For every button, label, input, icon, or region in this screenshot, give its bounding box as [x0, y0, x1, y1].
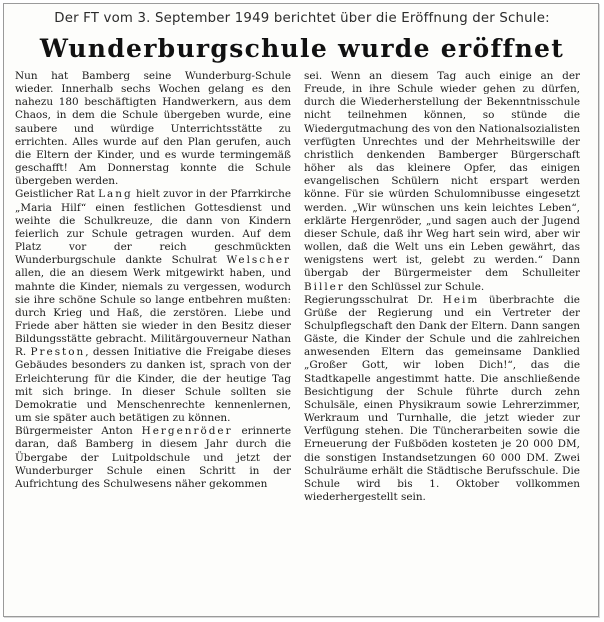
text-run: sei. Wenn an diesem Tag auch einige an der Freude, in ihre Schule wieder gehen zu dürfen, durch die Wiederherstellung der Bekenntnisschule nicht teilnehmen können, so stünde die Wiedergutmachung des von den Nationalsozialisten verfügten Unrechtes und der Mehrheitswille der christlich denkenden Bamberger Bürgerschaft höher als das kleinere Opfer, das einigen evangelischen Schülern nicht erspart werden könne. Für sie würden Schulomnibusse eingesetzt werden. „Wir wünschen uns kein leichtes Leben“, erklärte Hergenröder, „und sagen auch der Jugend dieser Schule, daß ihr Weg hart sein wird, aber wir wollen, daß die Welt uns ein Leben gewährt, das wenigstens wert ist, gelebt zu werden.“ Dann übergab der Bürgermeister dem Schulleiter: [304, 70, 580, 280]
name-biller: Biller: [304, 280, 345, 293]
name-welscher: Welscher: [226, 254, 291, 267]
name-heim: Heim: [442, 293, 480, 306]
article-column-left: [15, 70, 291, 491]
paragraph: Nun hat Bamberg seine Wunderburg-Schule wieder. Innerhalb sechs Wochen gelang es den nahezu 180 beschäftigten Handwerkern, aus dem Chaos, in dem die Schule übergeben wurde, eine saubere und würdige Unterrichtsstätte zu errichten. Alles wurde auf den Plan gerufen, auch die Eltern der Kinder, und es wurde termingemäß geschafft! Am Donnerstag konnte die Schule übergeben werden.: [15, 70, 291, 188]
text-run: Regierungsschulrat Dr.: [304, 293, 443, 306]
article-column-right: [304, 70, 580, 504]
name-preston: Preston: [30, 346, 86, 359]
article-headline: Wunderburgschule wurde eröffnet: [39, 34, 565, 63]
paragraph: [304, 294, 580, 505]
newspaper-clipping: [3, 3, 599, 617]
text-run: Bürgermeister Anton: [15, 425, 142, 438]
paragraph: [304, 70, 580, 294]
text-run: , dessen Initiative die Freigabe dieses Gebäudes besonders zu danken ist, sprach von der Erleichterung für die Kinder, die der heutige Tag mit sich bringe. In dieser Schule sollten sie Demokratie und Menschenrechte kennenlernen, um sie später auch betätigen zu können.: [15, 346, 291, 425]
paragraph: [15, 425, 291, 491]
text-run: den Schlüssel zur Schule.: [344, 280, 485, 293]
text-run: Geistlicher Rat: [15, 188, 99, 201]
intro-line: Der FT vom 3. September 1949 berichtet über die Eröffnung der Schule:: [54, 11, 550, 26]
name-hergenroeder: Hergenröder: [141, 425, 233, 438]
text-run: allen, die an diesem Werk mitgewirkt haben, und mahnte die Kinder, niemals zu vergessen, wodurch sie ihre schöne Schule so lange entbehren mußten: durch Krieg und Haß, die zerstören. Liebe und Friede aber hätten sie wieder in den Besitz dieser Bildungsstätte gebracht. Militärgouverneur Nathan R.: [15, 267, 291, 359]
name-lang: Lang: [98, 188, 133, 201]
text-run: überbrachte die Grüße der Regierung und ein Vertreter der Schulpflegschaft den Dank der Eltern. Dann sangen Gäste, die Kinder der Schule und die zahlreichen anwesenden Eltern das gemeinsame Danklied „Großer Gott, wir loben Dich!“, das die Stadtkapelle angestimmt hatte. Die anschließende Besichtigung der Schule führte durch zehn Schulsäle, einen Physikraum sowie Lehrerzimmer, Werkraum und Turnhalle, die jetzt wieder zur Verfügung stehen. Die Tüncherarbeiten sowie die Erneuerung der Fußböden kosteten je 20 000 DM, die sonstigen Instandsetzungen 60 000 DM. Zwei Schulräume erhält die Städtische Berufsschule. Die Schule wird bis 1. Oktober vollkommen wiederhergestellt sein.: [304, 293, 580, 503]
paragraph: [15, 188, 291, 425]
text-run: erinnerte daran, daß Bamberg in diesem Jahr durch die Übergabe der Luitpoldschule und jetzt der Wunderburger Schule einen Schritt in der Aufrichtung des Schulwesens näher gekommen: [15, 425, 291, 490]
text-run: hielt zuvor in der Pfarrkirche „Maria Hilf“ einen festlichen Gottesdienst und weihte die Schulkreuze, die dann von Kindern feierlich zur Schule getragen wurden. Auf dem Platz vor der reich geschmückten Wunderburgschule dankte Schulrat: [15, 188, 291, 267]
